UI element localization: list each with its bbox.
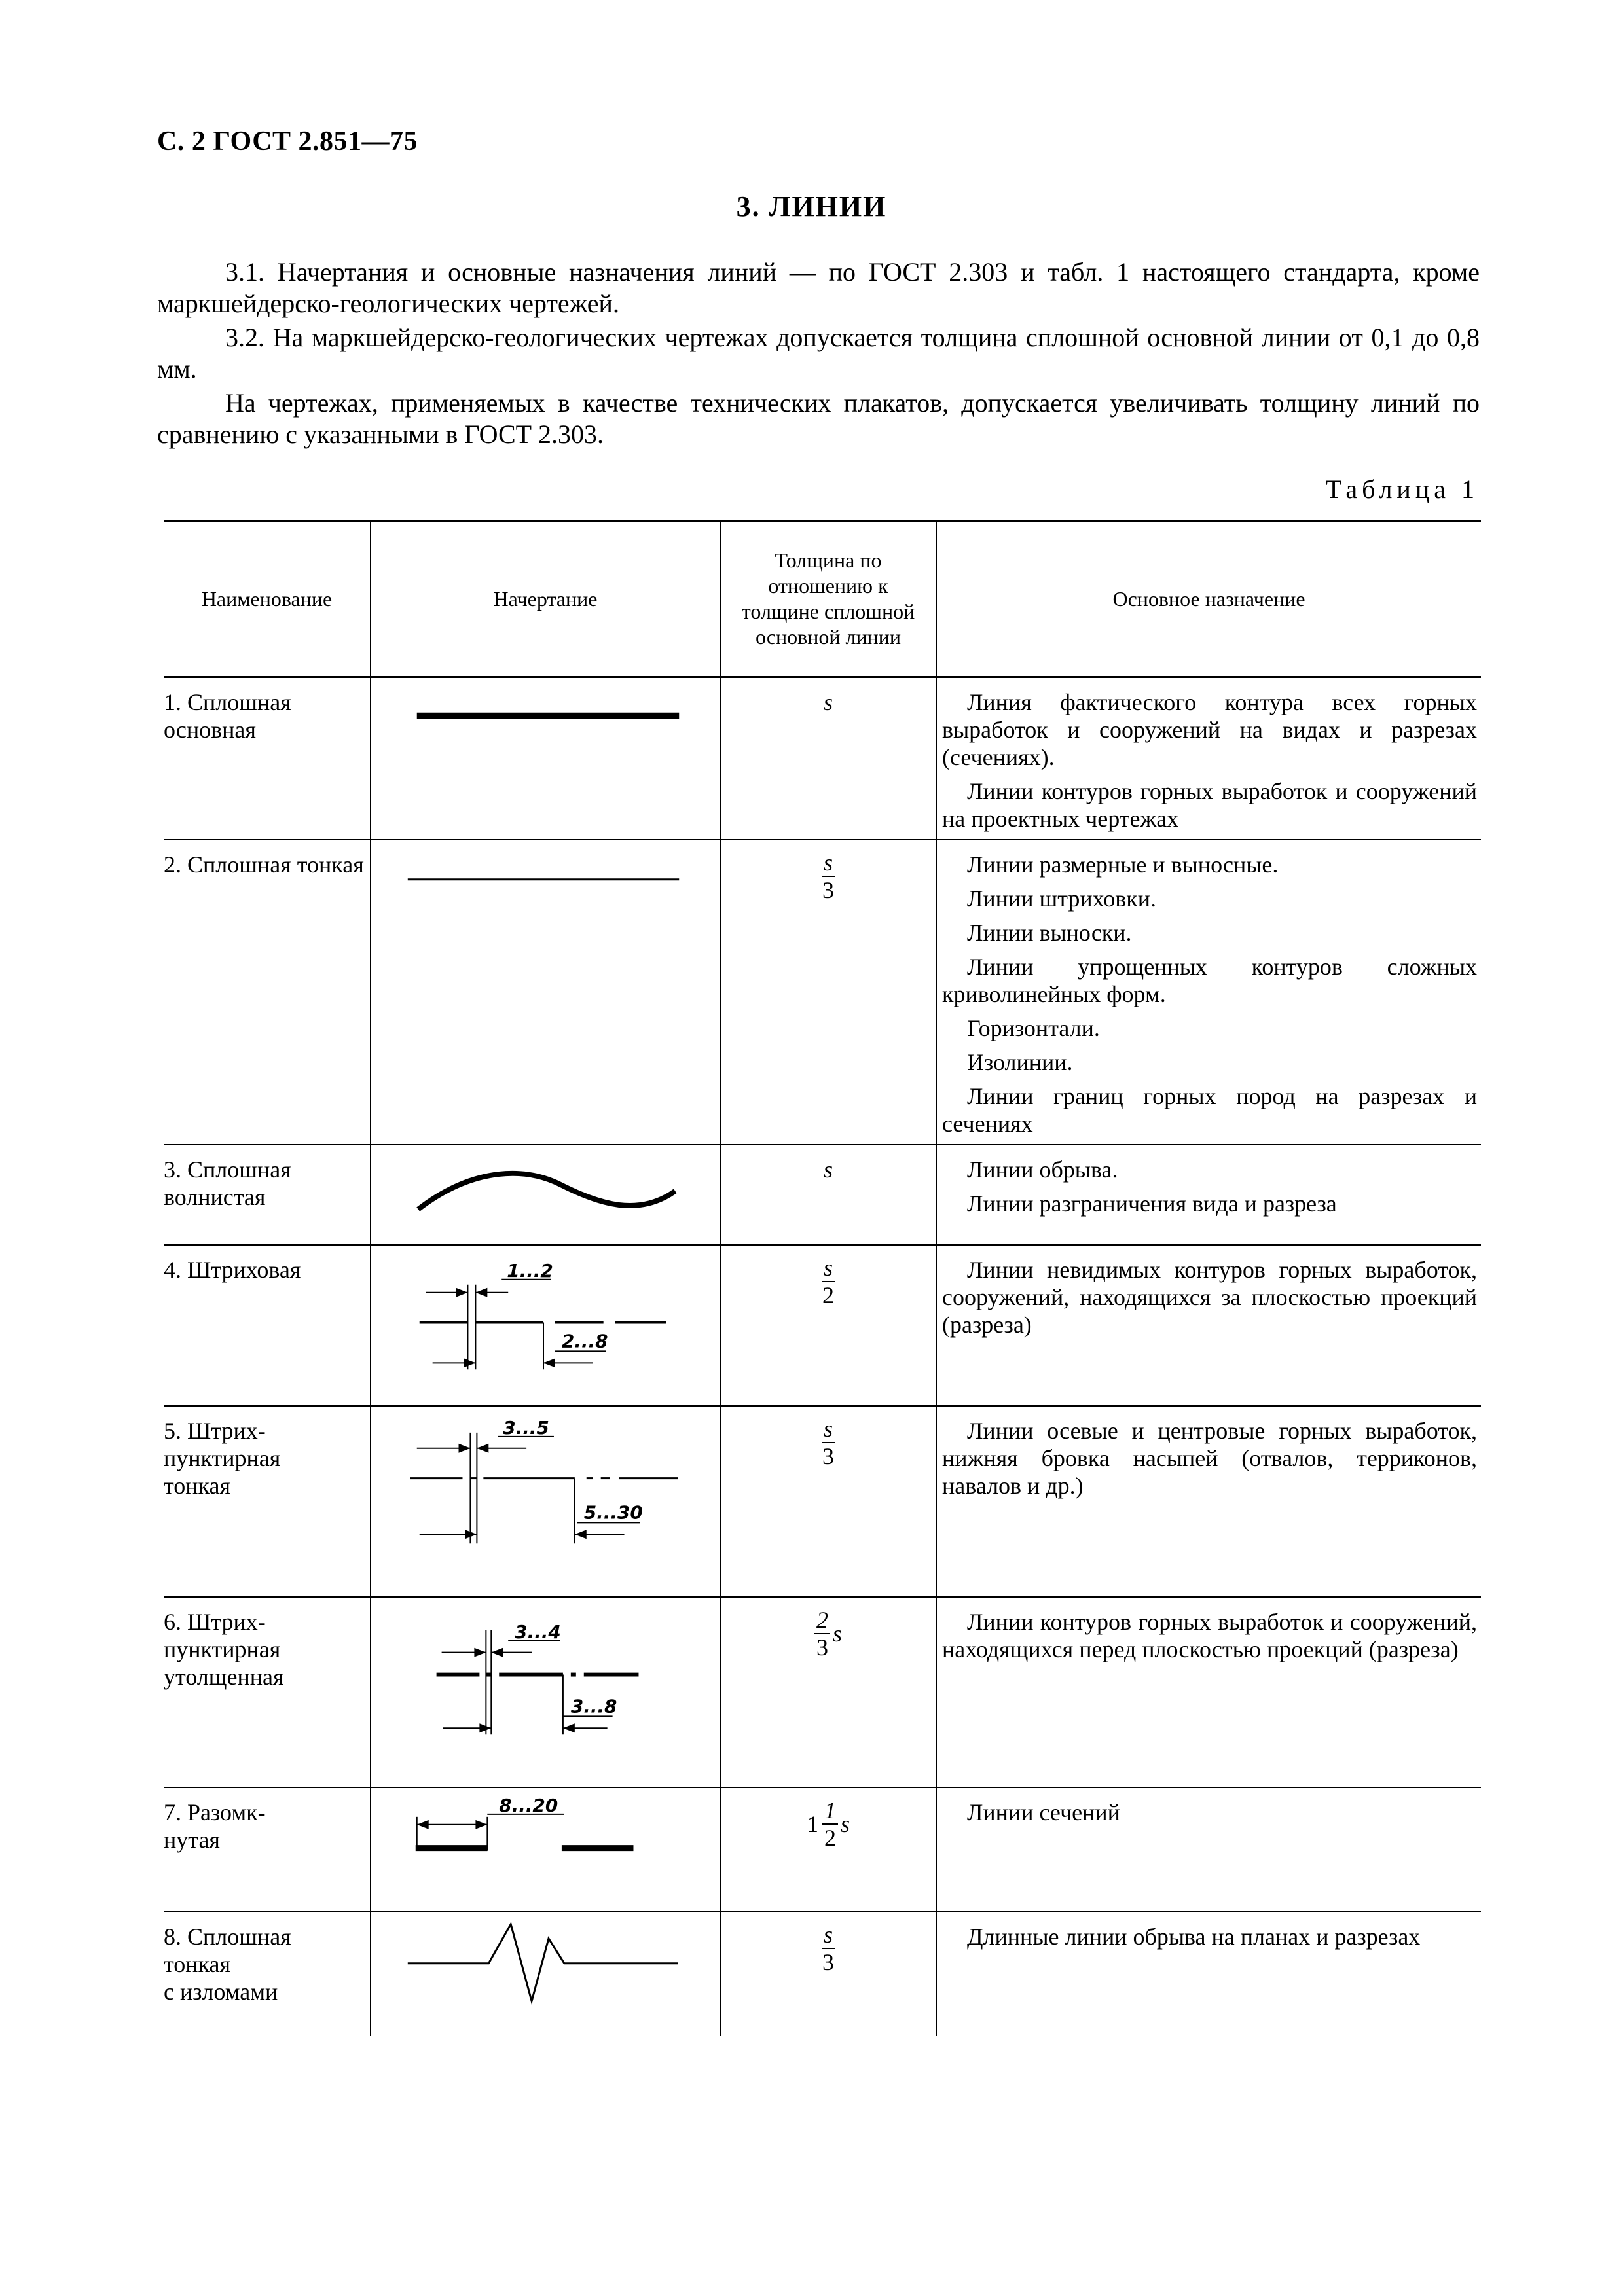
- line-name: 4. Штриховая: [164, 1257, 301, 1283]
- table-row: [164, 840, 1481, 1145]
- line-drawing-cell: [371, 840, 720, 1145]
- dimension-arrow: [543, 1359, 555, 1368]
- thickness-suffix: s: [832, 1621, 842, 1647]
- purpose-cell: [936, 840, 1481, 1145]
- fraction-numerator: s: [822, 1256, 835, 1282]
- purpose-item: Линии контуров горных выработок и сооружений на проектных чертежах: [942, 778, 1477, 832]
- dimension-label: 5...30: [583, 1501, 643, 1523]
- header-drawing: Начертание: [371, 521, 720, 677]
- line-name-cell: [164, 1145, 371, 1245]
- thickness-cell: [720, 1406, 936, 1598]
- zigzag-line: [408, 1924, 678, 2001]
- line-name-cell: [164, 677, 371, 840]
- dimension-label: 3...4: [515, 1621, 561, 1643]
- line-name: 5. Штрих- пунктирная тонкая: [164, 1417, 281, 1499]
- thickness-cell: [720, 840, 936, 1145]
- table-caption: Таблица 1: [1325, 475, 1479, 504]
- purpose-item: Линии контуров горных выработок и сооружений, находящихся перед плоскостью проекций (разреза): [942, 1609, 1477, 1663]
- fraction-denominator: 2: [824, 1825, 836, 1852]
- line-name-cell: [164, 1912, 371, 2036]
- thickness-cell: [720, 1245, 936, 1405]
- line-name-cell: [164, 1245, 371, 1405]
- line-name: 1. Сплошная основная: [164, 689, 291, 743]
- dimension-arrow: [456, 1288, 468, 1297]
- table-row: [164, 1245, 1481, 1405]
- line-drawing-cell: [371, 1245, 720, 1405]
- line-sample-solid-thick: [371, 678, 720, 836]
- line-drawing-cell: [371, 1145, 720, 1245]
- thickness-value: s: [823, 689, 833, 715]
- dimension-label: 3...8: [570, 1695, 617, 1717]
- table-row: [164, 1787, 1481, 1911]
- wavy-line: [418, 1174, 676, 1210]
- table-row: [164, 1406, 1481, 1598]
- line-sample-solid-thin: [371, 840, 720, 1138]
- thickness-cell: [720, 1787, 936, 1911]
- header-name: Наименование: [164, 521, 371, 677]
- dimension-arrow: [563, 1724, 575, 1733]
- line-drawing-cell: [371, 1406, 720, 1598]
- line-sample-open: [371, 1788, 720, 1910]
- purpose-item: Линии разграничения вида и разреза: [967, 1191, 1337, 1217]
- fraction-denominator: 3: [822, 1948, 834, 1975]
- purpose-item: Линии упрощенных контуров сложных криволинейных форм.: [942, 954, 1477, 1007]
- line-sample-zigzag: [371, 1912, 720, 2036]
- line-sample-dash-dot-thin: [371, 1407, 720, 1597]
- paragraph-3-1: 3.1. Начертания и основные назначения линий — по ГОСТ 2.303 и табл. 1 настоящего стандарта, кроме маркшейдерско-геологических чертежей.: [157, 257, 1480, 318]
- dimension-arrow: [417, 1820, 429, 1829]
- purpose-item: Линии обрыва.: [967, 1157, 1118, 1183]
- line-name: 7. Разомк- нутая: [164, 1799, 266, 1854]
- dimension-label: 2...8: [561, 1330, 608, 1352]
- header-thickness: Толщина по отношению к толщине сплошной основной линии: [720, 521, 936, 677]
- thickness-fraction: [822, 1799, 838, 1850]
- paragraph-posters: На чертежах, применяемых в качестве технических плакатов, допускается увеличивать толщину линий по сравнению с указанными в ГОСТ 2.303.: [157, 388, 1480, 449]
- fraction-numerator: s: [822, 1923, 835, 1949]
- dimension-arrow: [464, 1359, 475, 1368]
- dimension-arrow: [575, 1530, 587, 1539]
- fraction-denominator: 3: [822, 877, 834, 903]
- dimension-arrow: [458, 1443, 470, 1452]
- fraction-denominator: 3: [816, 1634, 828, 1661]
- thickness-fraction: [822, 1256, 835, 1307]
- purpose-item: Линии осевые и центровые горных выработок, нижняя бровка насыпей (отвалов, терриконов, навалов и др.): [942, 1417, 1477, 1499]
- dimension-arrow: [477, 1443, 488, 1452]
- purpose-item: Линии сечений: [967, 1799, 1120, 1826]
- page-header: С. 2 ГОСТ 2.851—75: [157, 126, 418, 156]
- purpose-cell: [936, 1597, 1481, 1787]
- dimension-label: 1...2: [507, 1260, 553, 1282]
- thickness-fraction: [822, 851, 835, 902]
- dimension-arrow: [491, 1648, 503, 1657]
- dimension-arrow: [475, 1820, 487, 1829]
- dimension-arrow: [474, 1648, 486, 1657]
- line-name: 6. Штрих- пунктирная утолщенная: [164, 1609, 284, 1691]
- thickness-fraction: [822, 1417, 835, 1468]
- fraction-numerator: 2: [814, 1608, 830, 1634]
- purpose-item: Изолинии.: [967, 1049, 1073, 1075]
- table-row: [164, 677, 1481, 840]
- section-title: 3. ЛИНИИ: [736, 190, 887, 223]
- thickness-cell: [720, 1912, 936, 2036]
- fraction-numerator: s: [822, 851, 835, 877]
- dimension-label: 3...5: [503, 1416, 549, 1439]
- purpose-item: Линии выноски.: [967, 920, 1132, 946]
- line-drawing-cell: [371, 1787, 720, 1911]
- table-row: [164, 1597, 1481, 1787]
- line-drawing-cell: [371, 1912, 720, 2036]
- line-drawing-cell: [371, 677, 720, 840]
- dimension-arrow: [475, 1288, 487, 1297]
- purpose-item: Горизонтали.: [967, 1015, 1100, 1041]
- line-drawing-cell: [371, 1597, 720, 1787]
- dimension-label: 8...20: [499, 1795, 558, 1817]
- thickness-fraction: [814, 1608, 830, 1659]
- table-header-row: [164, 521, 1481, 677]
- fraction-numerator: 1: [822, 1799, 838, 1825]
- paragraph-3-2: 3.2. На маркшейдерско-геологических чертежах допускается толщина сплошной основной линии от 0,1 до 0,8 мм.: [157, 323, 1480, 384]
- purpose-cell: [936, 1406, 1481, 1598]
- purpose-item: Линии невидимых контуров горных выработок, сооружений, находящихся за плоскостью проекций (разреза): [942, 1257, 1477, 1338]
- line-name: 3. Сплошная волнистая: [164, 1157, 291, 1210]
- line-name-cell: [164, 1406, 371, 1598]
- line-sample-dash-dot-thick: [371, 1598, 720, 1787]
- purpose-item: Линия фактического контура всех горных выработок и сооружений на видах и разрезах (сечениях).: [942, 689, 1477, 770]
- table-row: [164, 1145, 1481, 1245]
- line-name-cell: [164, 1597, 371, 1787]
- purpose-item: Линии размерные и выносные.: [967, 852, 1279, 878]
- thickness-cell: [720, 677, 936, 840]
- purpose-item: Линии штриховки.: [967, 886, 1157, 912]
- table-row: [164, 1912, 1481, 2036]
- thickness-fraction: [822, 1923, 835, 1974]
- line-name: 8. Сплошная тонкая с изломами: [164, 1923, 291, 2005]
- line-sample-dashed: [371, 1246, 720, 1405]
- thickness-cell: [720, 1145, 936, 1245]
- fraction-denominator: 3: [822, 1443, 834, 1469]
- purpose-cell: [936, 1787, 1481, 1911]
- line-types-table: [164, 520, 1481, 2036]
- purpose-cell: [936, 1245, 1481, 1405]
- purpose-cell: [936, 1912, 1481, 2036]
- line-name-cell: [164, 1787, 371, 1911]
- header-purpose: Основное назначение: [936, 521, 1481, 677]
- fraction-numerator: s: [822, 1417, 835, 1443]
- thickness-whole: 1: [806, 1811, 818, 1838]
- purpose-item: Линии границ горных пород на разрезах и сечениях: [942, 1083, 1477, 1137]
- thickness-suffix: s: [840, 1811, 850, 1838]
- line-name: 2. Сплошная тонкая: [164, 852, 364, 878]
- thickness-value: s: [823, 1157, 833, 1183]
- body-text: [157, 257, 1480, 453]
- fraction-denominator: 2: [822, 1282, 834, 1309]
- line-sample-wavy: [371, 1145, 720, 1244]
- purpose-cell: [936, 1145, 1481, 1245]
- line-name-cell: [164, 840, 371, 1145]
- thickness-cell: [720, 1597, 936, 1787]
- purpose-cell: [936, 677, 1481, 840]
- purpose-item: Длинные линии обрыва на планах и разрезах: [967, 1923, 1421, 1950]
